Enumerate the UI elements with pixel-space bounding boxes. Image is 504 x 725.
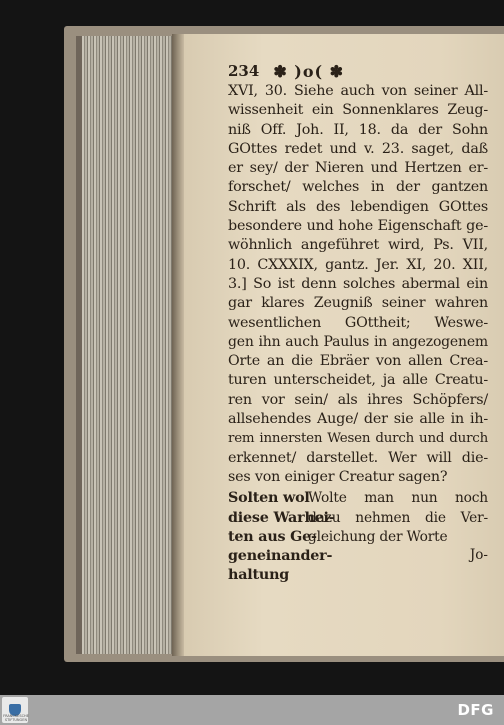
text-line: GOttes redet und v. 23. saget, daß (228, 140, 488, 157)
text-line: forschet/ welches in der gantzen (228, 179, 488, 196)
text-line: Solten wol (228, 490, 310, 507)
logo-caption: FRANCKESCHE STIFTUNGEN (3, 714, 29, 722)
text-line: diese Warhei- (228, 509, 335, 526)
text-line: 3.] So ist denn solches abermal ein (228, 275, 488, 292)
page-text (228, 60, 488, 585)
text-line: ten aus Ge- (228, 528, 317, 545)
text-line: gen ihn auch Paulus in angezogenem (228, 333, 488, 350)
text-line: gar klares Zeugniß seiner wahren (228, 295, 488, 312)
text-line: haltung (228, 567, 290, 584)
text-line: XVI, 30. Siehe auch von seiner All- (228, 83, 488, 99)
text-line: dazu nehmen die Ver- (308, 509, 488, 526)
text-line: allsehendes Auge/ der sie alle in ih- (228, 411, 488, 428)
text-line: wöhnlich angeführet wird, Ps. VII, (228, 237, 488, 254)
text-line: 10. CXXXIX, gantz. Jer. XI, 20. XII, (228, 256, 488, 273)
text-line: besondere und hohe Eigenschaft ge- (228, 218, 488, 235)
body-text-tail (308, 489, 488, 547)
text-line: wissenheit ein Sonnenklares Zeug- (228, 102, 488, 119)
page-header (228, 60, 488, 82)
text-line: er sey/ der Nieren und Hertzen er- (228, 160, 488, 177)
bottom-block (228, 489, 488, 585)
page-number: 234 (228, 62, 260, 80)
text-line: turen unterscheidet, ja alle Creatu- (228, 372, 488, 389)
catchword: Jo- (469, 547, 488, 564)
text-line: Schrift als des lebendigen GOttes (228, 198, 488, 215)
text-line: niß Off. Joh. II, 18. da der Sohn (228, 121, 488, 138)
header-ornament: ✽ )o( ✽ (273, 61, 345, 81)
text-line: Wolte man nun noch (308, 490, 488, 507)
text-line: ren vor sein/ als ihres Schöpfers/ (228, 391, 488, 408)
text-line: Orte an die Ebräer von allen Crea- (228, 353, 488, 370)
text-line: ses von einiger Creatur sagen? (228, 468, 448, 485)
body-text (228, 82, 488, 487)
text-line: wesentlichen GOttheit; Weswe- (228, 314, 488, 331)
marginal-note (228, 489, 335, 585)
text-line: gleichung der Worte (308, 528, 448, 545)
book-page (184, 34, 504, 656)
text-line: geneinander- (228, 548, 333, 565)
text-line: rem innersten Wesen durch und durch (228, 431, 488, 447)
page-edges (76, 36, 182, 654)
dfg-logo[interactable]: DFG (457, 701, 494, 719)
text-line: erkennet/ darstellet. Wer will die- (228, 449, 488, 466)
viewer-footer (0, 695, 504, 725)
